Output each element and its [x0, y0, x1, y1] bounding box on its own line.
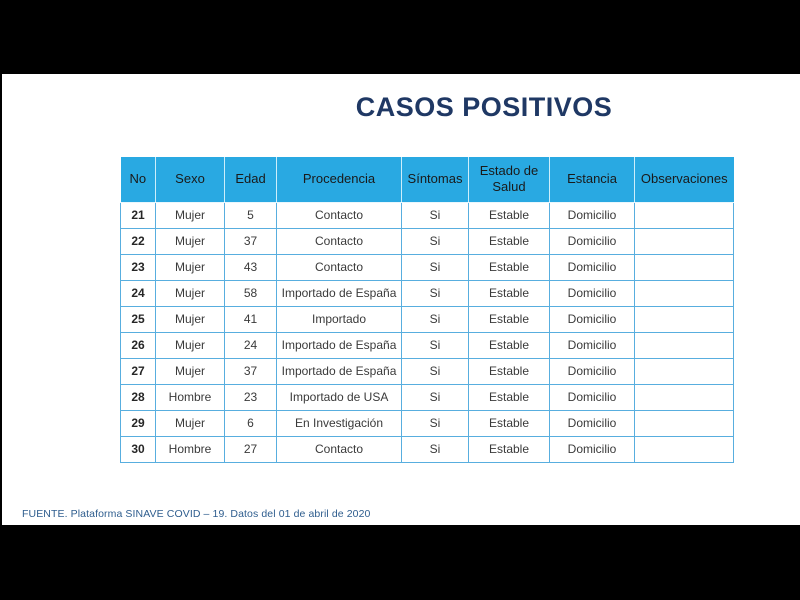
column-header: Observaciones	[635, 157, 734, 202]
table-cell	[635, 254, 734, 280]
table-cell: Si	[402, 228, 469, 254]
table-cell: Mujer	[156, 358, 225, 384]
table-cell: Mujer	[156, 202, 225, 228]
table-row	[121, 384, 734, 410]
page-title: CASOS POSITIVOS	[355, 92, 613, 122]
table-cell: 23	[225, 384, 277, 410]
table-cell: 5	[225, 202, 277, 228]
table-cell: Domicilio	[550, 332, 635, 358]
table-cell: Estable	[469, 384, 550, 410]
table-cell: 37	[225, 358, 277, 384]
table-cell: 28	[121, 384, 156, 410]
table-cell: 27	[121, 358, 156, 384]
table-cell	[635, 228, 734, 254]
column-header: Procedencia	[277, 157, 402, 202]
table-cell: Mujer	[156, 254, 225, 280]
table-cell	[635, 384, 734, 410]
table-row	[121, 280, 734, 306]
top-letterbox-bar	[0, 0, 800, 74]
table-cell: Si	[402, 384, 469, 410]
table-cell	[635, 436, 734, 462]
table-cell: Hombre	[156, 436, 225, 462]
table-cell: Mujer	[156, 410, 225, 436]
table-cell: Si	[402, 332, 469, 358]
table-cell: Domicilio	[550, 254, 635, 280]
table-cell: 58	[225, 280, 277, 306]
table-cell: Si	[402, 254, 469, 280]
table-cell: Mujer	[156, 228, 225, 254]
table-cell: Domicilio	[550, 202, 635, 228]
table-cell: Estable	[469, 436, 550, 462]
table-header-row	[121, 157, 734, 202]
table-cell: Si	[402, 306, 469, 332]
table-cell: Domicilio	[550, 384, 635, 410]
table-cell: Si	[402, 436, 469, 462]
table-cell: Domicilio	[550, 280, 635, 306]
table-cell: Estable	[469, 202, 550, 228]
slide	[2, 74, 800, 525]
table-cell: Domicilio	[550, 436, 635, 462]
table-cell: Mujer	[156, 280, 225, 306]
table-cell: Domicilio	[550, 228, 635, 254]
table-cell	[635, 280, 734, 306]
table-row	[121, 202, 734, 228]
table-cell: Importado de España	[277, 358, 402, 384]
bottom-letterbox-bar	[0, 525, 800, 600]
table-row	[121, 436, 734, 462]
table-cell	[635, 332, 734, 358]
table-cell: Estable	[469, 410, 550, 436]
table-row	[121, 410, 734, 436]
table-cell: Contacto	[277, 228, 402, 254]
table-cell: 21	[121, 202, 156, 228]
table-cell: 23	[121, 254, 156, 280]
table-cell: Estable	[469, 332, 550, 358]
table-cell	[635, 358, 734, 384]
table-row	[121, 228, 734, 254]
table-cell: Hombre	[156, 384, 225, 410]
table-row	[121, 254, 734, 280]
table-cell: 37	[225, 228, 277, 254]
table-row	[121, 332, 734, 358]
table-cell: 24	[225, 332, 277, 358]
column-header: Estancia	[550, 157, 635, 202]
table-cell: Si	[402, 280, 469, 306]
table-cell: Importado de España	[277, 280, 402, 306]
footer-note: FUENTE. Plataforma SINAVE COVID – 19. Datos del 01 de abril de 2020	[22, 508, 371, 520]
table-cell: Estable	[469, 306, 550, 332]
table-cell: Contacto	[277, 202, 402, 228]
table-cell	[635, 410, 734, 436]
table-cell: Estable	[469, 254, 550, 280]
table-cell: 43	[225, 254, 277, 280]
table-cell: Si	[402, 410, 469, 436]
table-cell: Importado	[277, 306, 402, 332]
column-header: Síntomas	[402, 157, 469, 202]
table-cell: 41	[225, 306, 277, 332]
table-cell	[635, 202, 734, 228]
column-header: Sexo	[156, 157, 225, 202]
table-cell: 27	[225, 436, 277, 462]
table-cell: En Investigación	[277, 410, 402, 436]
table-cell: Si	[402, 202, 469, 228]
table-cell: 22	[121, 228, 156, 254]
table-cell: Domicilio	[550, 358, 635, 384]
table-cell	[635, 306, 734, 332]
table-cell: Estable	[469, 280, 550, 306]
table-row	[121, 358, 734, 384]
table-cell: Domicilio	[550, 306, 635, 332]
table-cell: Contacto	[277, 254, 402, 280]
table-cell: Si	[402, 358, 469, 384]
table-cell: Importado de USA	[277, 384, 402, 410]
table-cell: Mujer	[156, 306, 225, 332]
table-cell: 26	[121, 332, 156, 358]
column-header: Edad	[225, 157, 277, 202]
table-cell: Importado de España	[277, 332, 402, 358]
data-table	[120, 157, 734, 463]
table-body	[121, 202, 734, 462]
table-cell: 29	[121, 410, 156, 436]
table-cell: Domicilio	[550, 410, 635, 436]
table-cell: Mujer	[156, 332, 225, 358]
column-header: Estado de Salud	[469, 157, 550, 202]
table-cell: Estable	[469, 358, 550, 384]
table-cell: 25	[121, 306, 156, 332]
table-cell: 6	[225, 410, 277, 436]
table-row	[121, 306, 734, 332]
table-cell: Contacto	[277, 436, 402, 462]
table-cell: 30	[121, 436, 156, 462]
table-cell: 24	[121, 280, 156, 306]
table-cell: Estable	[469, 228, 550, 254]
column-header: No	[121, 157, 156, 202]
